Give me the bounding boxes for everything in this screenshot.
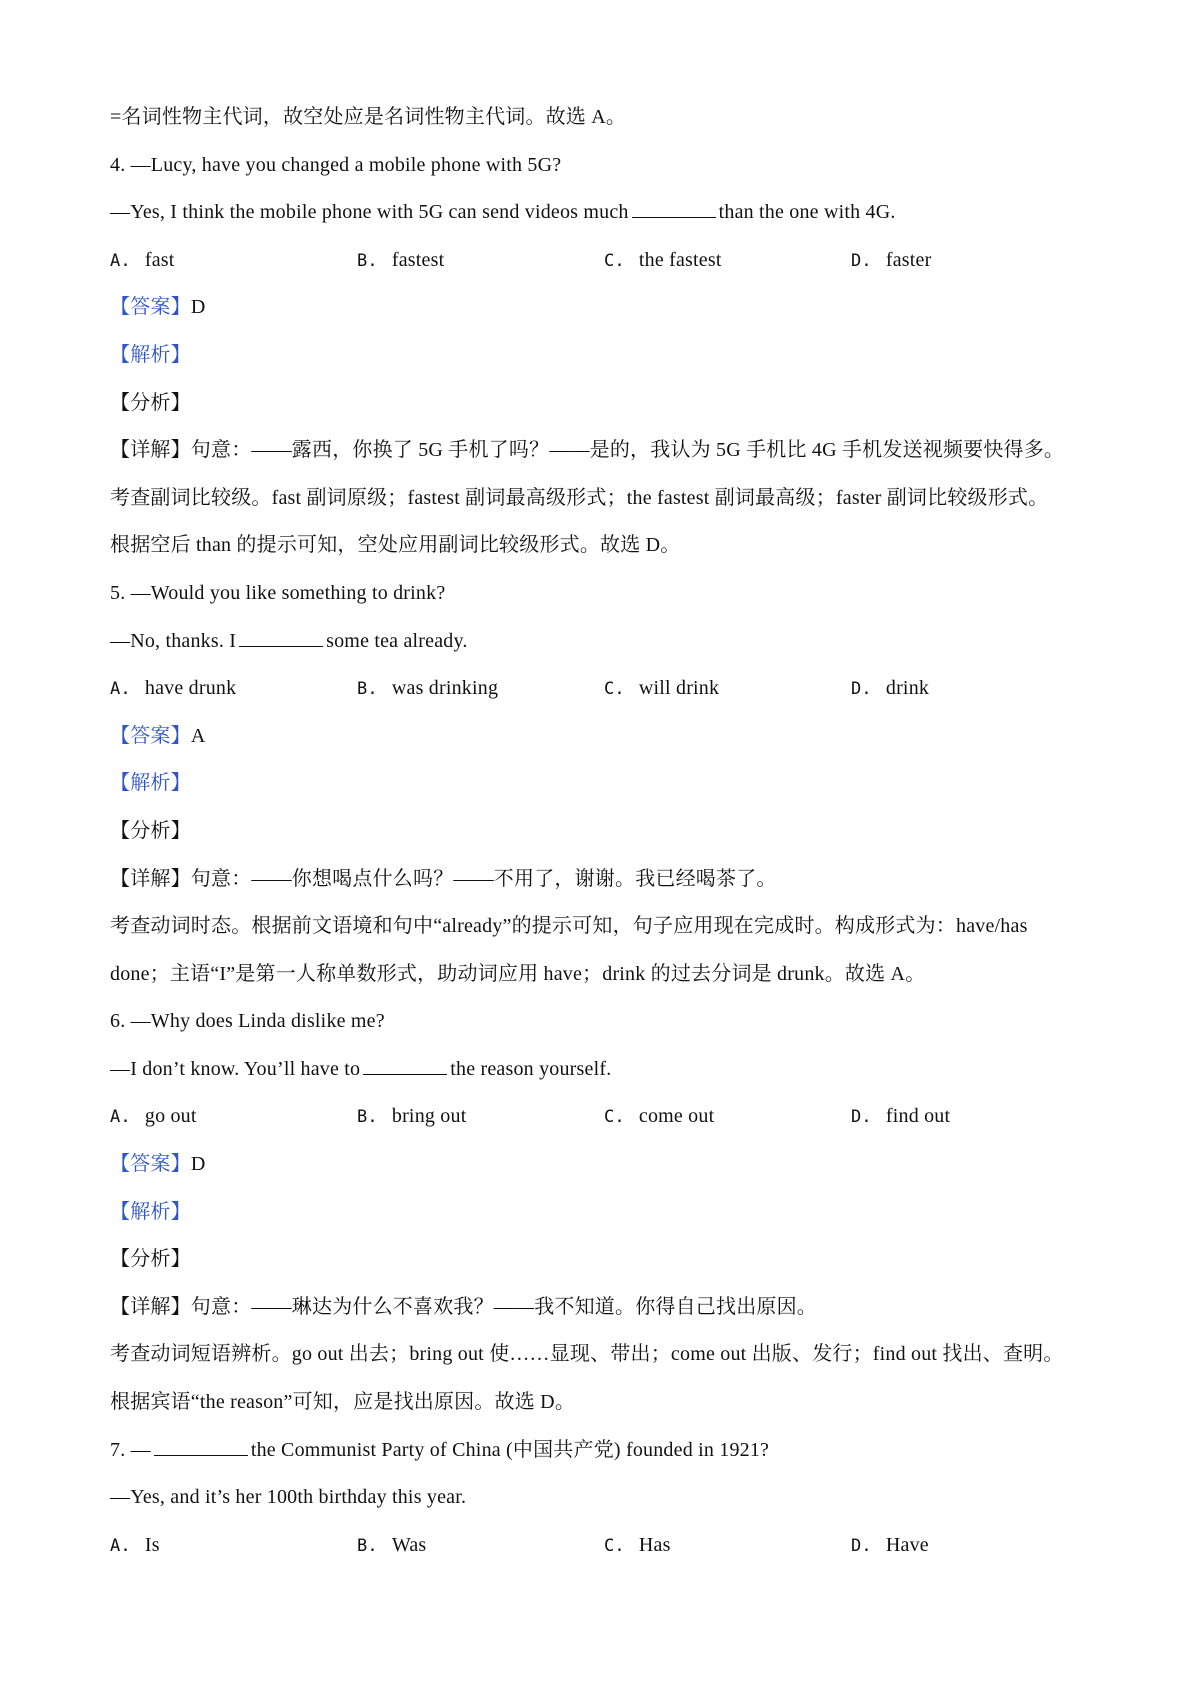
reply-text-before: —I don’t know. You’ll have to: [110, 1057, 361, 1080]
question-5-detail-line: 考查动词时态。根据前文语境和句中“already”的提示可知，句子应用现在完成时。构成形式为：have/has: [110, 915, 1028, 938]
option-letter: D.: [851, 1107, 872, 1128]
option-letter: A.: [110, 679, 131, 700]
answer-blank: [632, 193, 716, 218]
answer-value: D: [190, 1153, 206, 1176]
question-6-fenxi-heading: 【分析】: [110, 1248, 191, 1271]
option-letter: A.: [110, 250, 131, 271]
question-7-options: [110, 1522, 1110, 1570]
option-letter: B.: [357, 1107, 378, 1128]
stem-text-before: 7. —: [110, 1438, 151, 1461]
question-6-stem: 6. —Why does Linda dislike me?: [110, 1010, 385, 1033]
question-4-detail-line: 根据空后 than 的提示可知，空处应用副词比较级形式。故选 D。: [110, 534, 681, 557]
option-c: [604, 237, 851, 285]
text-line: =名词性物主代词，故空处应是名词性物主代词。故选 A。: [110, 106, 627, 128]
answer-tag: 【答案】: [110, 296, 191, 319]
option-text: find out: [885, 1105, 951, 1128]
option-letter: C.: [604, 1535, 625, 1556]
option-letter: D.: [851, 250, 872, 271]
question-5-reply: [110, 618, 1110, 666]
question-5-stem: 5. —Would you like something to drink?: [110, 581, 446, 604]
question-5-detail-line: 【详解】句意：——你想喝点什么吗？——不用了，谢谢。我已经喝茶了。: [110, 867, 777, 890]
answer-value: D: [190, 296, 206, 319]
reply-text-after: than the one with 4G.: [718, 201, 896, 224]
answer-value: A: [190, 724, 206, 747]
question-5-jiexi-heading: 【解析】: [110, 772, 191, 795]
question-6-answer: [110, 1141, 1110, 1189]
question-4-fenxi-heading: 【分析】: [110, 391, 191, 414]
option-text: bring out: [391, 1105, 467, 1128]
question-4-jiexi-heading: 【解析】: [110, 343, 191, 366]
option-c: [604, 1093, 851, 1141]
question-6-detail-line: 根据宾语“the reason”可知，应是找出原因。故选 D。: [110, 1391, 576, 1414]
reply-text-after: the reason yourself.: [450, 1057, 612, 1080]
option-letter: C.: [604, 679, 625, 700]
question-4-options: [110, 237, 1110, 285]
option-c: [604, 1522, 851, 1570]
option-text: faster: [885, 248, 932, 271]
question-5-detail-line: done；主语“I”是第一人称单数形式，助动词应用 have；drink 的过去分词是 drunk。故选 A。: [110, 962, 926, 985]
option-a: [110, 1522, 357, 1570]
option-text: Was: [391, 1533, 427, 1556]
option-text: come out: [638, 1105, 715, 1128]
answer-blank: [363, 1050, 447, 1075]
option-letter: A.: [110, 1107, 131, 1128]
option-text: Have: [885, 1533, 929, 1556]
option-a: [110, 237, 357, 285]
option-text: will drink: [638, 677, 720, 700]
question-7-stem: [110, 1427, 1110, 1475]
option-letter: A.: [110, 1535, 131, 1556]
option-letter: D.: [851, 679, 872, 700]
question-5-fenxi-heading: 【分析】: [110, 819, 191, 842]
reply-text-before: —Yes, I think the mobile phone with 5G can send videos much: [110, 201, 629, 224]
option-text: have drunk: [144, 677, 237, 700]
option-text: go out: [144, 1105, 197, 1128]
option-d: [851, 1522, 1098, 1570]
option-b: [357, 1522, 604, 1570]
option-letter: C.: [604, 1107, 625, 1128]
answer-tag: 【答案】: [110, 1153, 191, 1176]
option-d: [851, 1093, 1098, 1141]
question-4-reply: [110, 189, 1110, 237]
question-7-reply: —Yes, and it’s her 100th birthday this year.: [110, 1486, 467, 1509]
option-c: [604, 665, 851, 713]
question-4-stem: 4. —Lucy, have you changed a mobile phone with 5G?: [110, 153, 562, 176]
reply-text-after: some tea already.: [326, 629, 468, 652]
option-b: [357, 1093, 604, 1141]
option-a: [110, 665, 357, 713]
reply-text-before: —No, thanks. I: [110, 629, 237, 652]
option-text: drink: [885, 677, 930, 700]
question-6-detail-line: 考查动词短语辨析。go out 出去；bring out 使……显现、带出；come out 出版、发行；find out 找出、查明。: [110, 1343, 1064, 1366]
question-6-jiexi-heading: 【解析】: [110, 1200, 191, 1223]
option-letter: C.: [604, 250, 625, 271]
question-6-detail-line: 【详解】句意：——琳达为什么不喜欢我？——我不知道。你得自己找出原因。: [110, 1295, 817, 1318]
question-6-reply: [110, 1046, 1110, 1094]
option-text: was drinking: [391, 677, 499, 700]
question-4-detail-line: 【详解】句意：——露西，你换了 5G 手机了吗？——是的，我认为 5G 手机比 4G 手机发送视频要快得多。: [110, 439, 1065, 462]
option-d: [851, 237, 1098, 285]
answer-blank: [239, 622, 323, 647]
answer-blank: [154, 1431, 248, 1456]
question-4-detail-line: 考查副词比较级。fast 副词原级；fastest 副词最高级形式；the fastest 副词最高级；faster 副词比较级形式。: [110, 486, 1049, 509]
option-letter: B.: [357, 250, 378, 271]
option-text: the fastest: [638, 248, 722, 271]
option-letter: B.: [357, 679, 378, 700]
option-text: Has: [638, 1533, 671, 1556]
answer-tag: 【答案】: [110, 724, 191, 747]
document-page: [110, 94, 1110, 1569]
option-text: fastest: [391, 248, 445, 271]
option-text: Is: [144, 1533, 160, 1556]
question-6-options: [110, 1093, 1110, 1141]
option-letter: B.: [357, 1535, 378, 1556]
option-letter: D.: [851, 1535, 872, 1556]
question-4-answer: [110, 284, 1110, 332]
question-5-options: [110, 665, 1110, 713]
option-text: fast: [144, 248, 175, 271]
question-5-answer: [110, 713, 1110, 761]
option-a: [110, 1093, 357, 1141]
stem-text-after: the Communist Party of China (中国共产党) founded in 1921?: [250, 1438, 770, 1461]
option-b: [357, 665, 604, 713]
option-b: [357, 237, 604, 285]
option-d: [851, 665, 1098, 713]
